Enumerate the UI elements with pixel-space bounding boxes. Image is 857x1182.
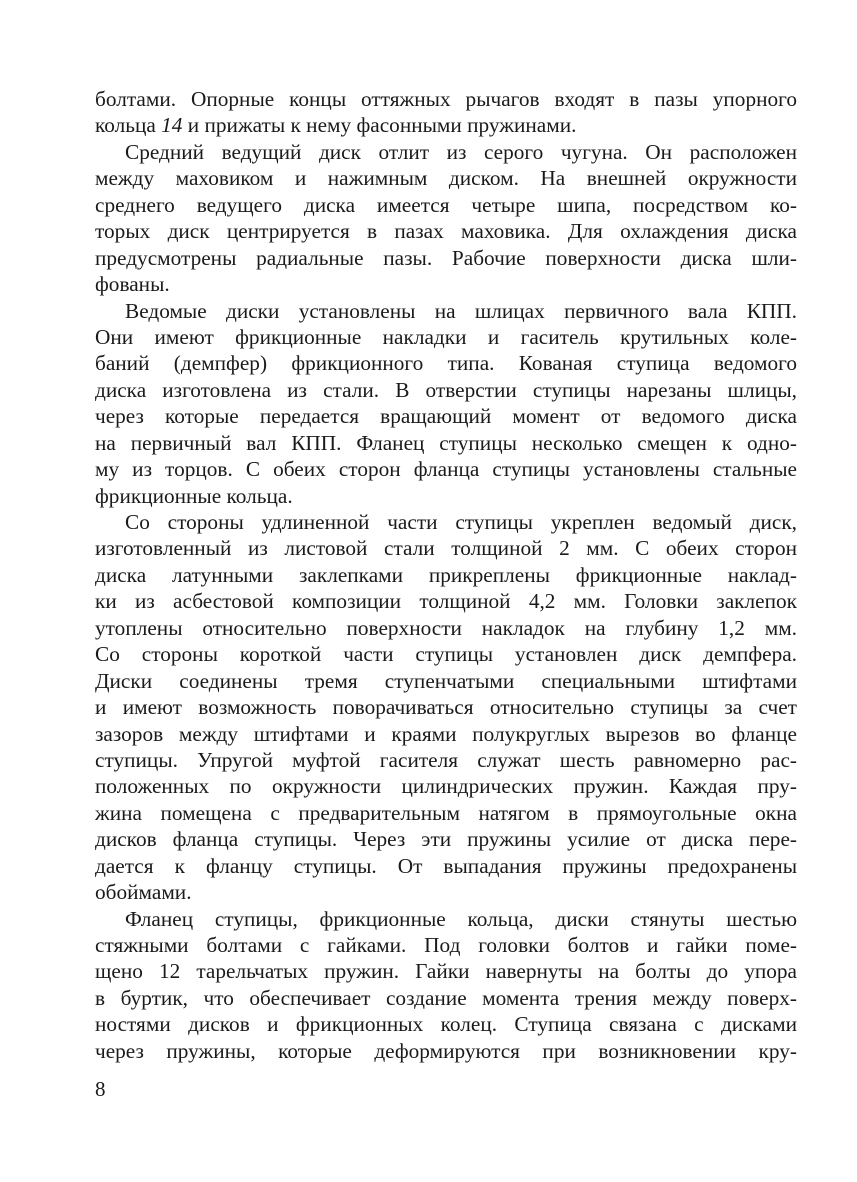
text-line: Со стороны короткой части ступицы установлен диск демпфера.	[95, 642, 797, 667]
paragraph	[95, 906, 797, 1065]
text-line: дисков фланца ступицы. Через эти пружины усилие от диска пере-	[95, 827, 797, 852]
text-line: му из торцов. С обеих сторон фланца ступицы установлены стальные	[95, 457, 797, 482]
text-line: Ведомые диски установлены на шлицах первичного вала КПП.	[125, 298, 797, 323]
paragraph	[95, 509, 797, 906]
text-line: положенных по окружности цилиндрических пружин. Каждая пру-	[95, 774, 797, 799]
text-line: между маховиком и нажимным диском. На внешней окружности	[95, 166, 797, 191]
text-line: через пружины, которые деформируются при возникновении кру-	[95, 1038, 797, 1063]
paragraph	[95, 139, 797, 298]
text-line: баний (демпфер) фрикционного типа. Кованая ступица ведомого	[95, 351, 797, 376]
text-line: Диски соединены тремя ступенчатыми специальными штифтами	[95, 668, 797, 693]
text-line: Средний ведущий диск отлит из серого чугуна. Он расположен	[125, 139, 797, 164]
text-line: обоймами.	[95, 880, 192, 905]
text-line: и имеют возможность поворачиваться относительно ступицы за счет	[95, 695, 797, 720]
text-line: ступицы. Упругой муфтой гасителя служат шесть равномерно рас-	[95, 747, 797, 772]
text-line: фованы.	[95, 272, 170, 297]
text-line: на первичный вал КПП. Фланец ступицы несколько смещен к одно-	[95, 430, 797, 455]
text-line: зазоров между штифтами и краями полукруглых вырезов во фланце	[95, 721, 797, 746]
text-line: дается к фланцу ступицы. От выпадания пружины предохранены	[95, 853, 797, 878]
text-line: диска изготовлена из стали. В отверстии ступицы нарезаны шлицы,	[95, 377, 797, 402]
text-line: торых диск центрируется в пазах маховика. Для охлаждения диска	[95, 219, 797, 244]
text-line: Со стороны удлиненной части ступицы укреплен ведомый диск,	[125, 510, 797, 534]
text-line: через которые передается вращающий момент от ведомого диска	[95, 404, 797, 429]
figure-reference: 14	[161, 113, 183, 138]
text-line: предусмотрены радиальные пазы. Рабочие поверхности диска шли-	[95, 245, 797, 270]
text-line: ностями дисков и фрикционных колец. Ступица связана с дисками	[95, 1012, 797, 1037]
text-line: фрикционные кольца.	[95, 483, 293, 508]
text-line: Фланец ступицы, фрикционные кольца, диски стянуты шестью	[125, 906, 797, 931]
text-line: кольца 14 и прижаты к нему фасонными пружинами.	[95, 113, 577, 138]
text-line: стяжными болтами с гайками. Под головки болтов и гайки поме-	[95, 933, 797, 957]
text-line: изготовленный из листовой стали толщиной 2 мм. С обеих сторон	[95, 536, 797, 561]
text-line: в буртик, что обеспечивает создание момента трения между поверх-	[95, 985, 797, 1010]
text-line: Они имеют фрикционные накладки и гаситель крутильных коле-	[95, 324, 797, 349]
text-line: жина помещена с предварительным натягом в прямоугольные окна	[95, 800, 797, 825]
text-line: диска латунными заклепками прикреплены фрикционные наклад-	[95, 562, 797, 587]
paragraph	[95, 86, 797, 139]
text-line: утоплены относительно поверхности накладок на глубину 1,2 мм.	[95, 615, 797, 640]
paragraph	[95, 298, 797, 510]
page-number: 8	[95, 1077, 106, 1101]
text-line: щено 12 тарельчатых пружин. Гайки навернуты на болты до упора	[95, 959, 797, 984]
text-line: болтами. Опорные концы оттяжных рычагов входят в пазы упорного	[95, 87, 797, 111]
text-line: ки из асбестовой композиции толщиной 4,2 мм. Головки заклепок	[95, 589, 797, 614]
text-line: среднего ведущего диска имеется четыре шипа, посредством ко-	[95, 192, 797, 217]
page-body	[95, 86, 797, 1064]
